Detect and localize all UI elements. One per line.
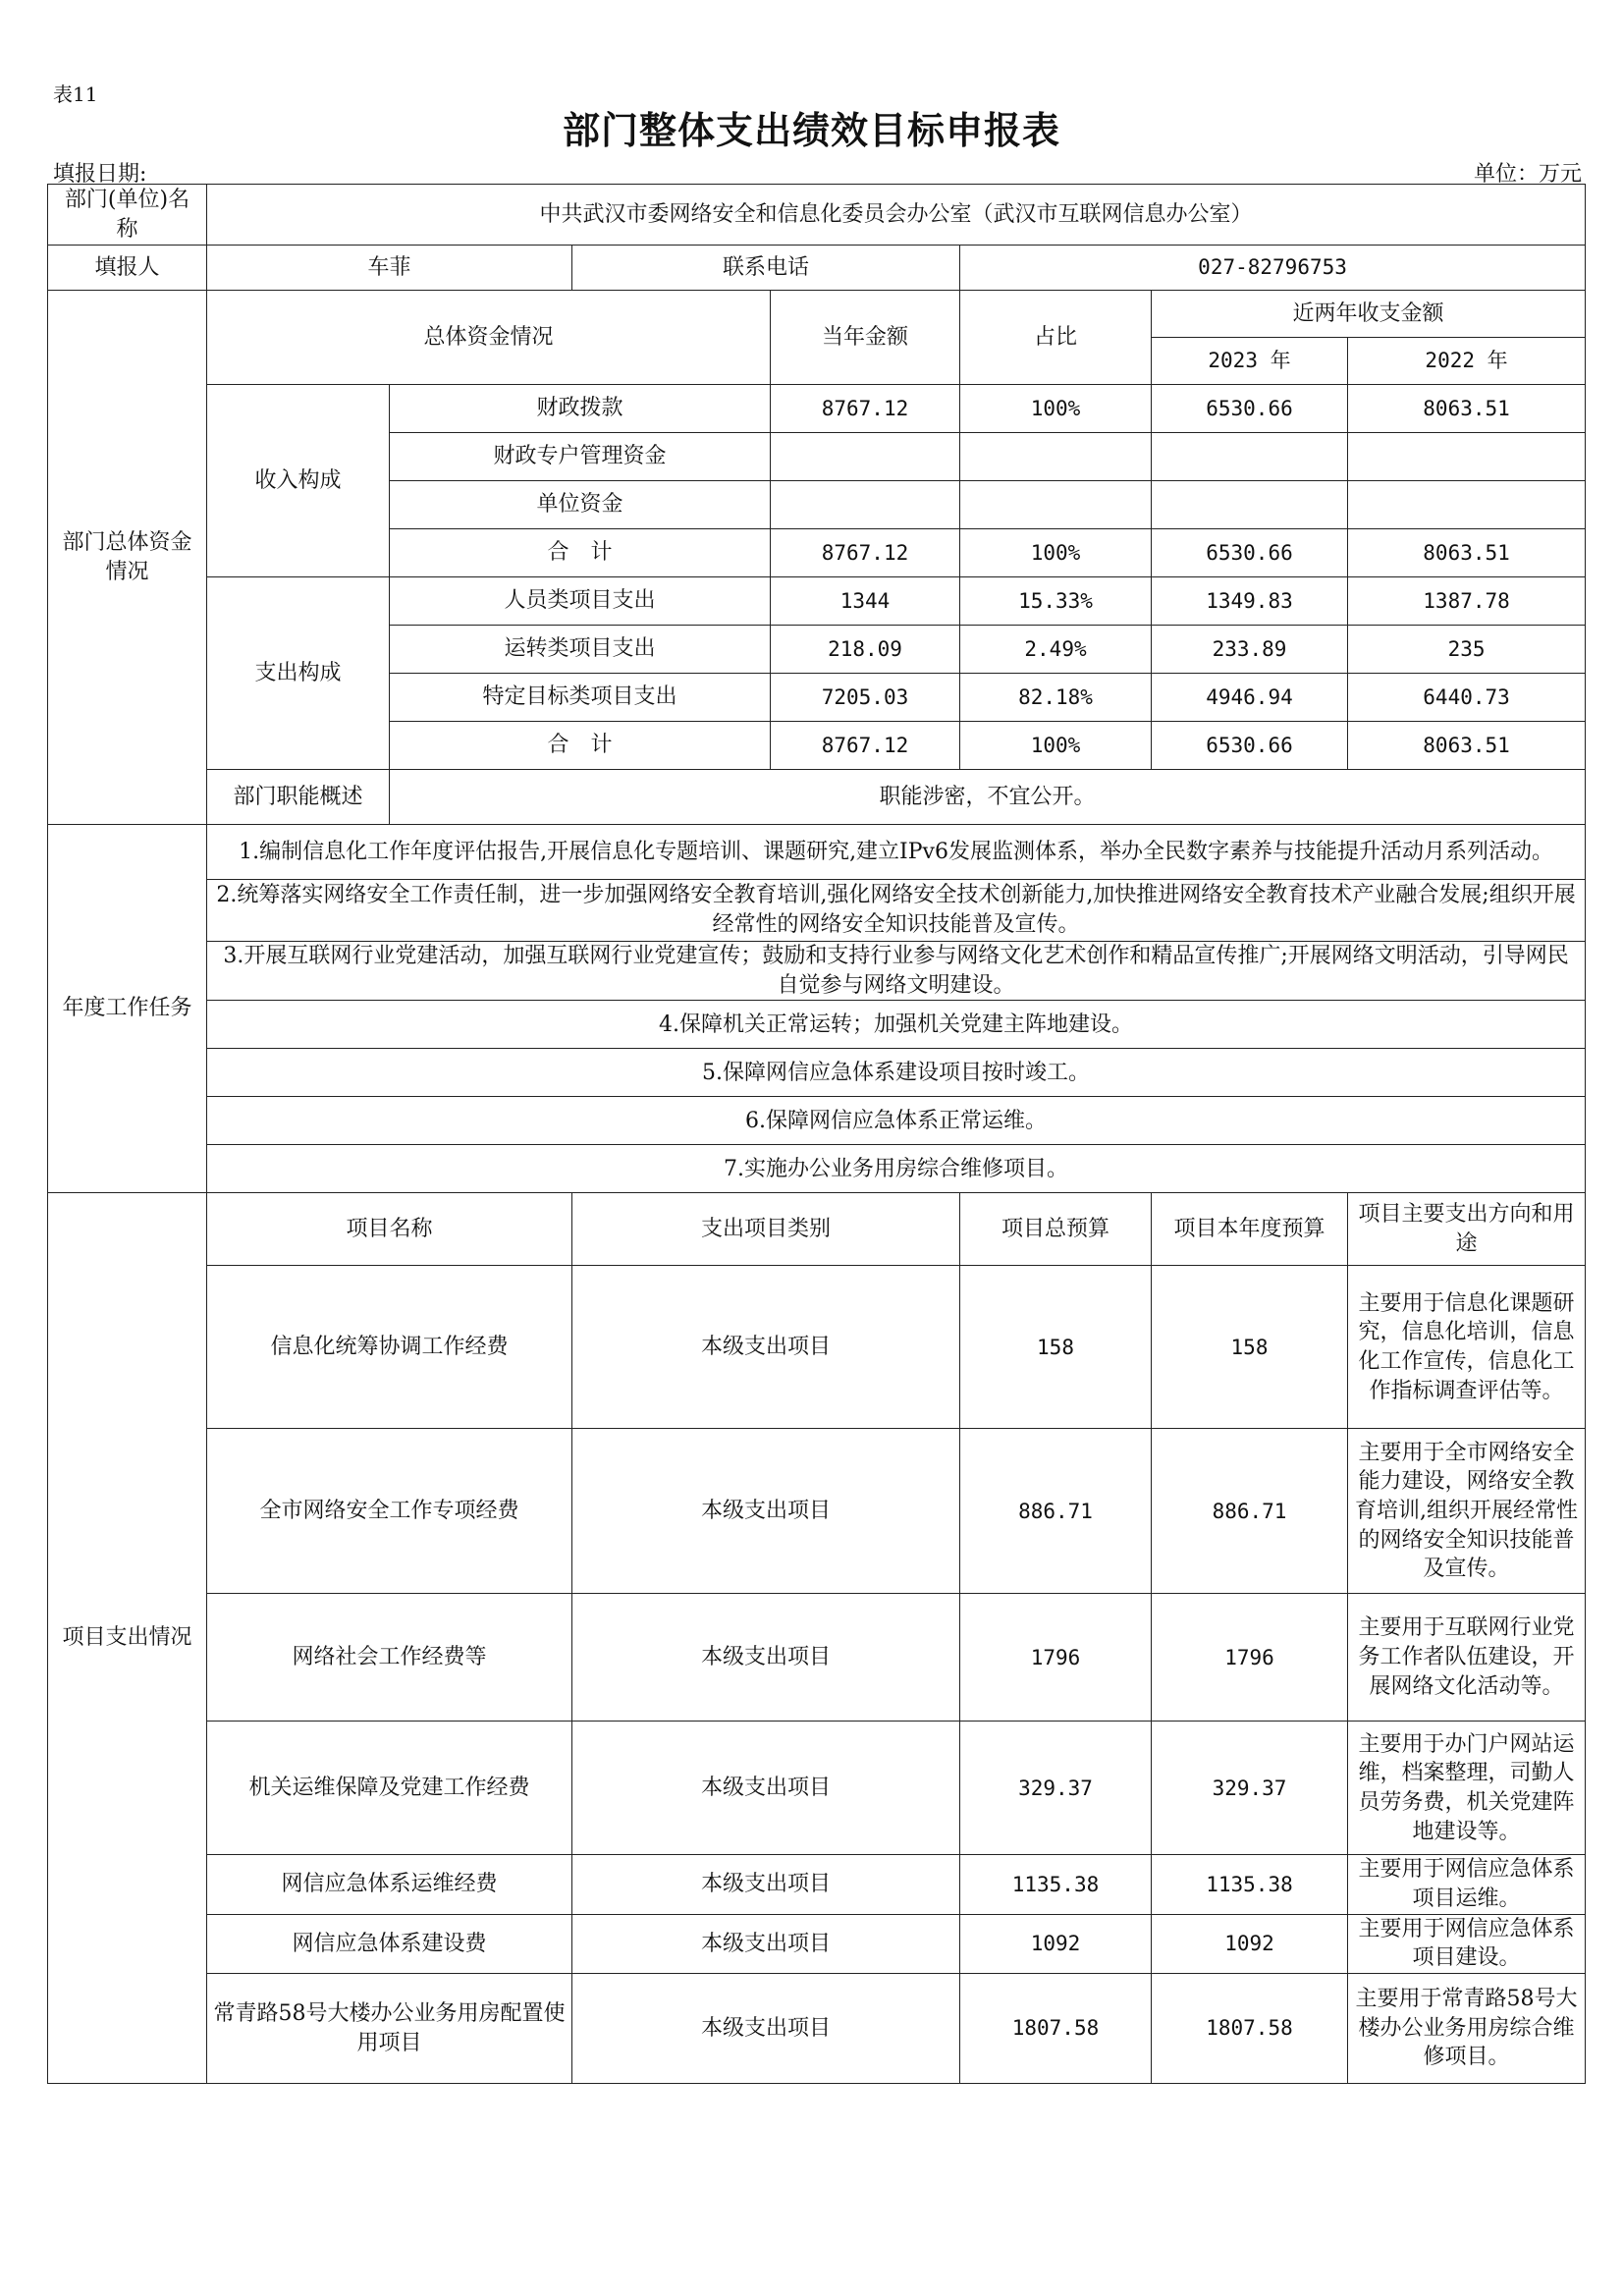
reporter-value: 车菲 bbox=[207, 246, 572, 291]
fill-date-label: 填报日期: bbox=[53, 162, 147, 187]
row-2022: 8063.51 bbox=[1348, 529, 1586, 577]
task-item: 4.保障机关正常运转；加强机关党建主阵地建设。 bbox=[207, 1001, 1586, 1049]
dept-name-label: 部门(单位)名称 bbox=[48, 185, 207, 246]
row-current bbox=[771, 481, 960, 529]
task-item: 7.实施办公业务用房综合维修项目。 bbox=[207, 1145, 1586, 1193]
task-item: 3.开展互联网行业党建活动，加强互联网行业党建宣传；鼓励和支持行业参与网络文化艺术创作和精品宣传推广;开展网络文明活动，引导网民自觉参与网络文明建设。 bbox=[207, 942, 1586, 1001]
project-use: 主要用于常青路58号大楼办公业务用房综合维修项目。 bbox=[1348, 1974, 1586, 2084]
project-name: 网信应急体系运维经费 bbox=[207, 1855, 572, 1914]
col-project-use: 项目主要支出方向和用途 bbox=[1348, 1193, 1586, 1266]
col-year-2023: 2023 年 bbox=[1152, 338, 1348, 385]
project-total: 886.71 bbox=[960, 1429, 1152, 1594]
row-current: 1344 bbox=[771, 577, 960, 626]
col-current-amount: 当年金额 bbox=[771, 291, 960, 385]
project-year: 1807.58 bbox=[1152, 1974, 1348, 2084]
row-name: 运转类项目支出 bbox=[390, 626, 771, 674]
col-recent-years: 近两年收支金额 bbox=[1152, 291, 1586, 338]
phone-label: 联系电话 bbox=[572, 246, 960, 291]
overall-funds-label: 总体资金情况 bbox=[207, 291, 771, 385]
row-current: 8767.12 bbox=[771, 385, 960, 433]
project-name: 全市网络安全工作专项经费 bbox=[207, 1429, 572, 1594]
table-number: 表11 bbox=[53, 82, 98, 106]
col-project-total: 项目总预算 bbox=[960, 1193, 1152, 1266]
funds-section-label: 部门总体资金情况 bbox=[48, 291, 207, 825]
project-total: 1807.58 bbox=[960, 1974, 1152, 2084]
tasks-label: 年度工作任务 bbox=[48, 825, 207, 1193]
row-name: 单位资金 bbox=[390, 481, 771, 529]
row-2023: 233.89 bbox=[1152, 626, 1348, 674]
task-item: 2.统筹落实网络安全工作责任制，进一步加强网络安全教育培训,强化网络安全技术创新能力,加快推进网络安全教育技术产业融合发展;组织开展经常性的网络安全知识技能普及宣传。 bbox=[207, 880, 1586, 942]
row-2023: 6530.66 bbox=[1152, 529, 1348, 577]
task-item: 1.编制信息化工作年度评估报告,开展信息化专题培训、课题研究,建立IPv6发展监测体系，举办全民数字素养与技能提升活动月系列活动。 bbox=[207, 825, 1586, 880]
row-2022: 235 bbox=[1348, 626, 1586, 674]
performance-table bbox=[47, 184, 1586, 2084]
row-name: 人员类项目支出 bbox=[390, 577, 771, 626]
row-ratio bbox=[960, 433, 1152, 481]
row-name: 特定目标类项目支出 bbox=[390, 674, 771, 722]
row-name: 合 计 bbox=[390, 722, 771, 770]
row-ratio bbox=[960, 481, 1152, 529]
projects-label: 项目支出情况 bbox=[48, 1193, 207, 2084]
col-project-year: 项目本年度预算 bbox=[1152, 1193, 1348, 1266]
project-year: 886.71 bbox=[1152, 1429, 1348, 1594]
phone-value: 027-82796753 bbox=[960, 246, 1586, 291]
table-row bbox=[48, 1914, 1586, 1973]
project-type: 本级支出项目 bbox=[572, 1266, 960, 1429]
row-2023: 1349.83 bbox=[1152, 577, 1348, 626]
table-row bbox=[48, 1429, 1586, 1594]
project-type: 本级支出项目 bbox=[572, 1594, 960, 1722]
project-use: 主要用于信息化课题研究，信息化培训，信息化工作宣传，信息化工作指标调查评估等。 bbox=[1348, 1266, 1586, 1429]
row-current bbox=[771, 433, 960, 481]
task-item: 5.保障网信应急体系建设项目按时竣工。 bbox=[207, 1049, 1586, 1097]
project-type: 本级支出项目 bbox=[572, 1429, 960, 1594]
project-total: 1135.38 bbox=[960, 1855, 1152, 1914]
row-2022: 6440.73 bbox=[1348, 674, 1586, 722]
project-type: 本级支出项目 bbox=[572, 1722, 960, 1855]
project-year: 158 bbox=[1152, 1266, 1348, 1429]
row-2022: 8063.51 bbox=[1348, 385, 1586, 433]
row-2023: 4946.94 bbox=[1152, 674, 1348, 722]
project-type: 本级支出项目 bbox=[572, 1855, 960, 1914]
project-total: 1796 bbox=[960, 1594, 1152, 1722]
project-year: 1796 bbox=[1152, 1594, 1348, 1722]
income-label: 收入构成 bbox=[207, 385, 390, 577]
table-row bbox=[48, 385, 1586, 433]
project-year: 1092 bbox=[1152, 1914, 1348, 1973]
row-2023 bbox=[1152, 481, 1348, 529]
row-ratio: 15.33% bbox=[960, 577, 1152, 626]
project-use: 主要用于全市网络安全能力建设，网络安全教育培训,组织开展经常性的网络安全知识技能普及宣传。 bbox=[1348, 1429, 1586, 1594]
row-current: 218.09 bbox=[771, 626, 960, 674]
expense-label: 支出构成 bbox=[207, 577, 390, 770]
reporter-label: 填报人 bbox=[48, 246, 207, 291]
row-current: 8767.12 bbox=[771, 722, 960, 770]
row-ratio: 2.49% bbox=[960, 626, 1152, 674]
col-year-2022: 2022 年 bbox=[1348, 338, 1586, 385]
project-name: 信息化统筹协调工作经费 bbox=[207, 1266, 572, 1429]
table-row bbox=[48, 1974, 1586, 2084]
row-ratio: 100% bbox=[960, 385, 1152, 433]
row-name: 财政专户管理资金 bbox=[390, 433, 771, 481]
project-year: 329.37 bbox=[1152, 1722, 1348, 1855]
project-use: 主要用于网信应急体系项目建设。 bbox=[1348, 1914, 1586, 1973]
table-row bbox=[48, 1722, 1586, 1855]
project-type: 本级支出项目 bbox=[572, 1914, 960, 1973]
project-name: 网信应急体系建设费 bbox=[207, 1914, 572, 1973]
function-label: 部门职能概述 bbox=[207, 770, 390, 825]
col-ratio: 占比 bbox=[960, 291, 1152, 385]
row-2023 bbox=[1152, 433, 1348, 481]
table-row bbox=[48, 577, 1586, 626]
row-2023: 6530.66 bbox=[1152, 385, 1348, 433]
row-ratio: 100% bbox=[960, 722, 1152, 770]
project-use: 主要用于办门户网站运维，档案整理，司勤人员劳务费，机关党建阵地建设等。 bbox=[1348, 1722, 1586, 1855]
row-2022 bbox=[1348, 433, 1586, 481]
row-ratio: 100% bbox=[960, 529, 1152, 577]
project-use: 主要用于互联网行业党务工作者队伍建设，开展网络文化活动等。 bbox=[1348, 1594, 1586, 1722]
table-row bbox=[48, 1266, 1586, 1429]
task-item: 6.保障网信应急体系正常运维。 bbox=[207, 1097, 1586, 1145]
row-2023: 6530.66 bbox=[1152, 722, 1348, 770]
project-use: 主要用于网信应急体系项目运维。 bbox=[1348, 1855, 1586, 1914]
project-name: 机关运维保障及党建工作经费 bbox=[207, 1722, 572, 1855]
row-2022: 8063.51 bbox=[1348, 722, 1586, 770]
row-name: 财政拨款 bbox=[390, 385, 771, 433]
project-type: 本级支出项目 bbox=[572, 1974, 960, 2084]
table-row bbox=[48, 1594, 1586, 1722]
unit-label: 单位：万元 bbox=[1473, 162, 1582, 187]
row-name: 合 计 bbox=[390, 529, 771, 577]
row-current: 7205.03 bbox=[771, 674, 960, 722]
project-name: 常青路58号大楼办公业务用房配置使用项目 bbox=[207, 1974, 572, 2084]
function-text: 职能涉密，不宜公开。 bbox=[390, 770, 1586, 825]
page-title: 部门整体支出绩效目标申报表 bbox=[562, 108, 1060, 152]
row-ratio: 82.18% bbox=[960, 674, 1152, 722]
dept-name: 中共武汉市委网络安全和信息化委员会办公室（武汉市互联网信息办公室） bbox=[207, 185, 1586, 246]
row-2022: 1387.78 bbox=[1348, 577, 1586, 626]
col-project-type: 支出项目类别 bbox=[572, 1193, 960, 1266]
col-project-name: 项目名称 bbox=[207, 1193, 572, 1266]
table-row bbox=[48, 1855, 1586, 1914]
project-name: 网络社会工作经费等 bbox=[207, 1594, 572, 1722]
project-total: 329.37 bbox=[960, 1722, 1152, 1855]
project-total: 158 bbox=[960, 1266, 1152, 1429]
project-year: 1135.38 bbox=[1152, 1855, 1348, 1914]
project-total: 1092 bbox=[960, 1914, 1152, 1973]
row-2022 bbox=[1348, 481, 1586, 529]
row-current: 8767.12 bbox=[771, 529, 960, 577]
